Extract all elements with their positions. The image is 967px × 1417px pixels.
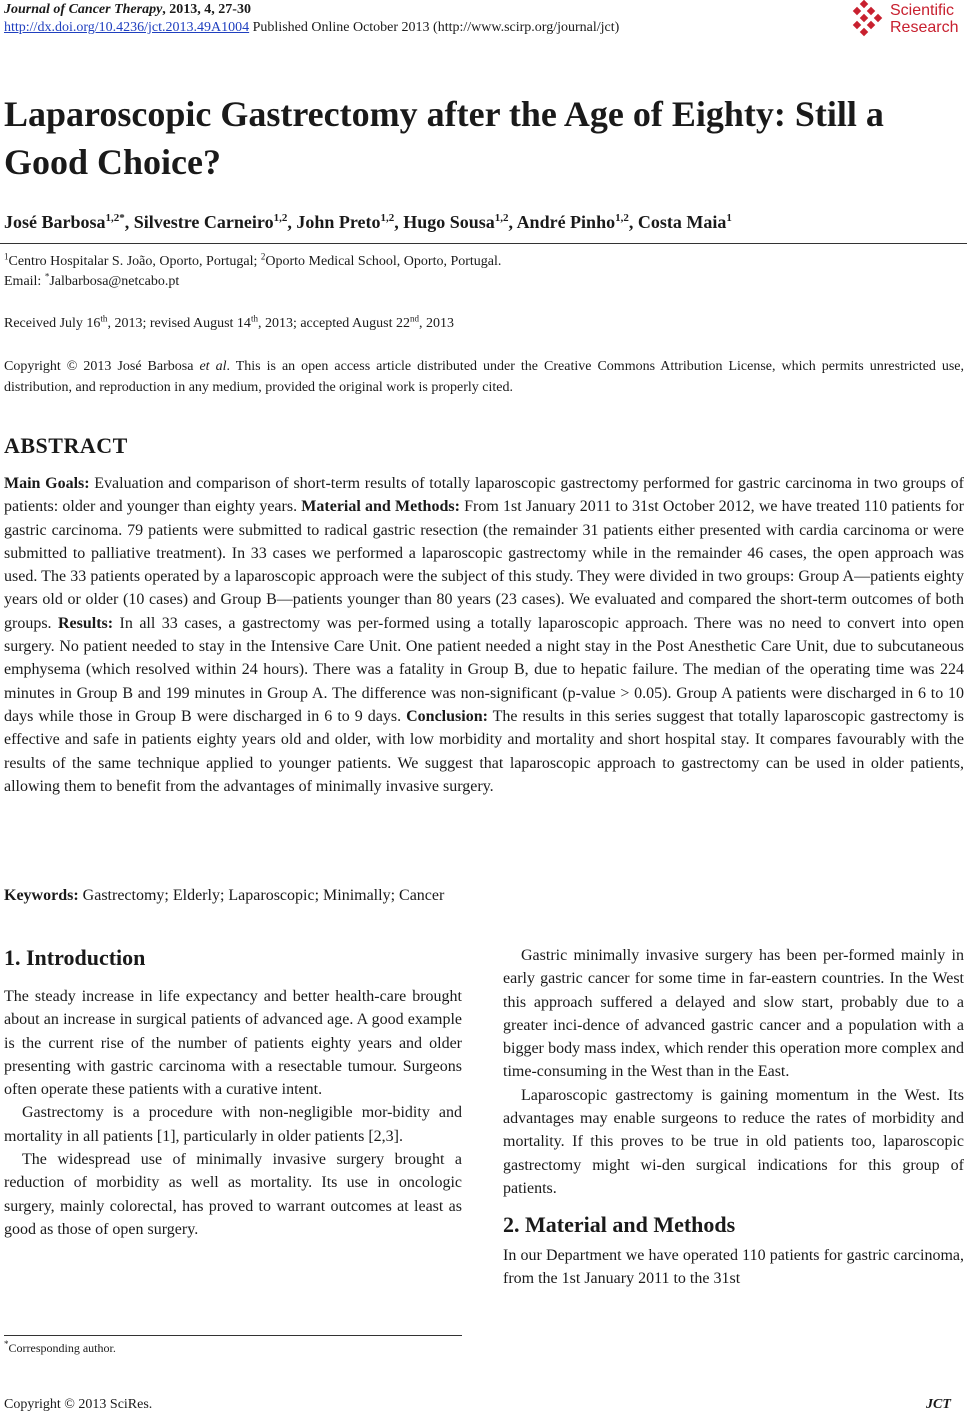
section-heading-introduction: 1. Introduction: [4, 945, 146, 970]
footer-journal-abbrev: JCT: [926, 1397, 951, 1412]
logo-wordmark: Scientific Research: [890, 2, 959, 36]
doi-line: [4, 20, 619, 36]
author-2: Silvestre Carneiro$^{1,2}$,: [133, 212, 297, 232]
abstract-body: Main Goals: Evaluation and comparison of short-term results of totally laparoscopic gastrectomy performed for gastric carcinoma in two groups of patients: older and younger than eighty years. Material and Methods: From 1st January 2011 to 31st October 2012, we have treated 110 patients for gastric carcinoma. 79 patients were submitted to radical gastric resection (the remainder 31 patients either presented with cardia carcinoma or were submitted to palliative treatment). In 33 cases we performed a laparoscopic gastrectomy while in the remainder 46 cases, the open approach was used. The 33 patients operated by a laparoscopic approach were the subject of this study. They were divided in two groups: Group A—patients eighty years old or older (10 cases) and Group B—patients younger than 80 years (23 cases). We evaluated and compared the short-term outcomes of both groups. Results: In all 33 cases, a gastrectomy was per-formed using a totally laparoscopic approach. There was no need to convert into open surgery. No patient needed to stay in the Intensive Care Unit. One patient needed a night stay in the Post Anesthetic Care Unit, due to subcutaneous emphysema (which resolved within 24 hours). There was a fatality in Group B, due to hepatic failure. The median of the operating time was 224 minutes in Group B and 199 minutes in Group A. The difference was non-significant (p-value > 0.05). Group A patients were discharged in 6 to 10 days while those in Group B were discharged in 6 to 9 days. Conclusion: The results in this series suggest that totally laparoscopic gastrectomy is effective and safe in patients eighty years old and older, with low morbidity and mortality and short hospital stay. It compares favourably with the results of the same technique applied to younger patients. We suggest that laparoscopic approach to gastrectomy can be used in older patients, allowing them to benefit from the advantages of minimally invasive surgery.: [4, 475, 965, 795]
paragraph: The steady increase in life expectancy and better health-care brought about an increase in surgical patients of advanced age. A good example is the current rise of the number of patients eighty years and older presenting with gastric carcinoma with a resectable tumour. Surgeons often operate these patients with a curative intent.: [4, 988, 462, 1099]
received-dates: Received July 16th, 2013; revised August 14th, 2013; accepted August 22nd, 2013: [4, 313, 454, 331]
author-list: [4, 212, 732, 233]
author-4: Hugo Sousa$^{1,2}$,: [403, 212, 517, 232]
footnote: *Corresponding author.: [4, 1339, 116, 1355]
left-column: [4, 985, 462, 1241]
keywords: Keywords: Gastrectomy; Elderly; Laparoscopic; Minimally; Cancer: [4, 887, 445, 904]
copyright-notice: Copyright © 2013 José Barbosa et al. This is an open access article distributed under the Creative Commons Attribution License, which permits unrestricted use, distribution, and reproduction in any medium, provided the original work is properly cited.: [4, 359, 965, 395]
title-divider: [0, 243, 967, 244]
scientific-research-diamond-icon: [848, 0, 892, 42]
journal-name: Journal of Cancer Therapy: [4, 2, 163, 17]
abstract-heading: ABSTRACT: [4, 433, 128, 458]
author-6: Costa Maia$^1$: [637, 212, 732, 232]
volume-info: , 2013, 4, 27-30: [162, 2, 251, 17]
paragraph: Gastrectomy is a procedure with non-negligible mor-bidity and mortality in all patients [1], particularly in older patients [2,3].: [4, 1104, 462, 1145]
paragraph: Laparoscopic gastrectomy is gaining momentum in the West. Its advantages may enable surgeons to reduce the rates of morbidity and mortality. If this proves to be true in old patients too, laparoscopic gastrectomy might wi-den surgical indications for this group of patients.: [503, 1086, 964, 1197]
paragraph: Gastric minimally invasive surgery has been per-formed mainly in early gastric cancer for some time in far-eastern countries. In the West this approach suffered a delayed and slow start, probably due to a greater inci-dence of advanced gastric cancer and a population with a bigger body mass index, which render this operation more complex and time-consuming in the West than in the East.: [503, 947, 964, 1081]
email-address[interactable]: Jalbarbosa@netcabo.pt: [49, 274, 180, 289]
author-5: André Pinho$^{1,2}$,: [516, 212, 638, 232]
footer-copyright: Copyright © 2013 SciRes.: [4, 1397, 153, 1412]
paragraph: In our Department we have operated 110 patients for gastric carcinoma, from the 1st January 2011 to the 31st: [503, 1246, 964, 1287]
email-line: Email: *Jalbarbosa@netcabo.pt: [4, 271, 180, 289]
article-title: Laparoscopic Gastrectomy after the Age of Eighty: Still a Good Choice?: [4, 94, 884, 182]
published-online: Published Online October 2013 (http://www.scirp.org/journal/jct): [249, 20, 620, 35]
affiliations: $^1$Centro Hospitalar S. João, Oporto, Portugal; $^2$Oporto Medical School, Oporto, Portugal.: [4, 251, 502, 269]
doi-link[interactable]: http://dx.doi.org/10.4236/jct.2013.49A1004: [4, 20, 250, 35]
footnote-divider: [4, 1335, 462, 1336]
journal-citation: [4, 2, 251, 18]
paragraph: The widespread use of minimally invasive surgery brought a reduction of morbidity as well as mortality. Its use in oncologic surgery, mainly colorectal, has proved to warrant outcomes at least as good as those of open surgery.: [4, 1151, 462, 1238]
author-3: John Preto$^{1,2}$,: [296, 212, 404, 232]
right-column: [503, 944, 964, 1290]
author-1: José Barbosa$^{1,2*}$,: [4, 212, 134, 232]
section-heading-methods: 2. Material and Methods: [503, 1212, 736, 1238]
